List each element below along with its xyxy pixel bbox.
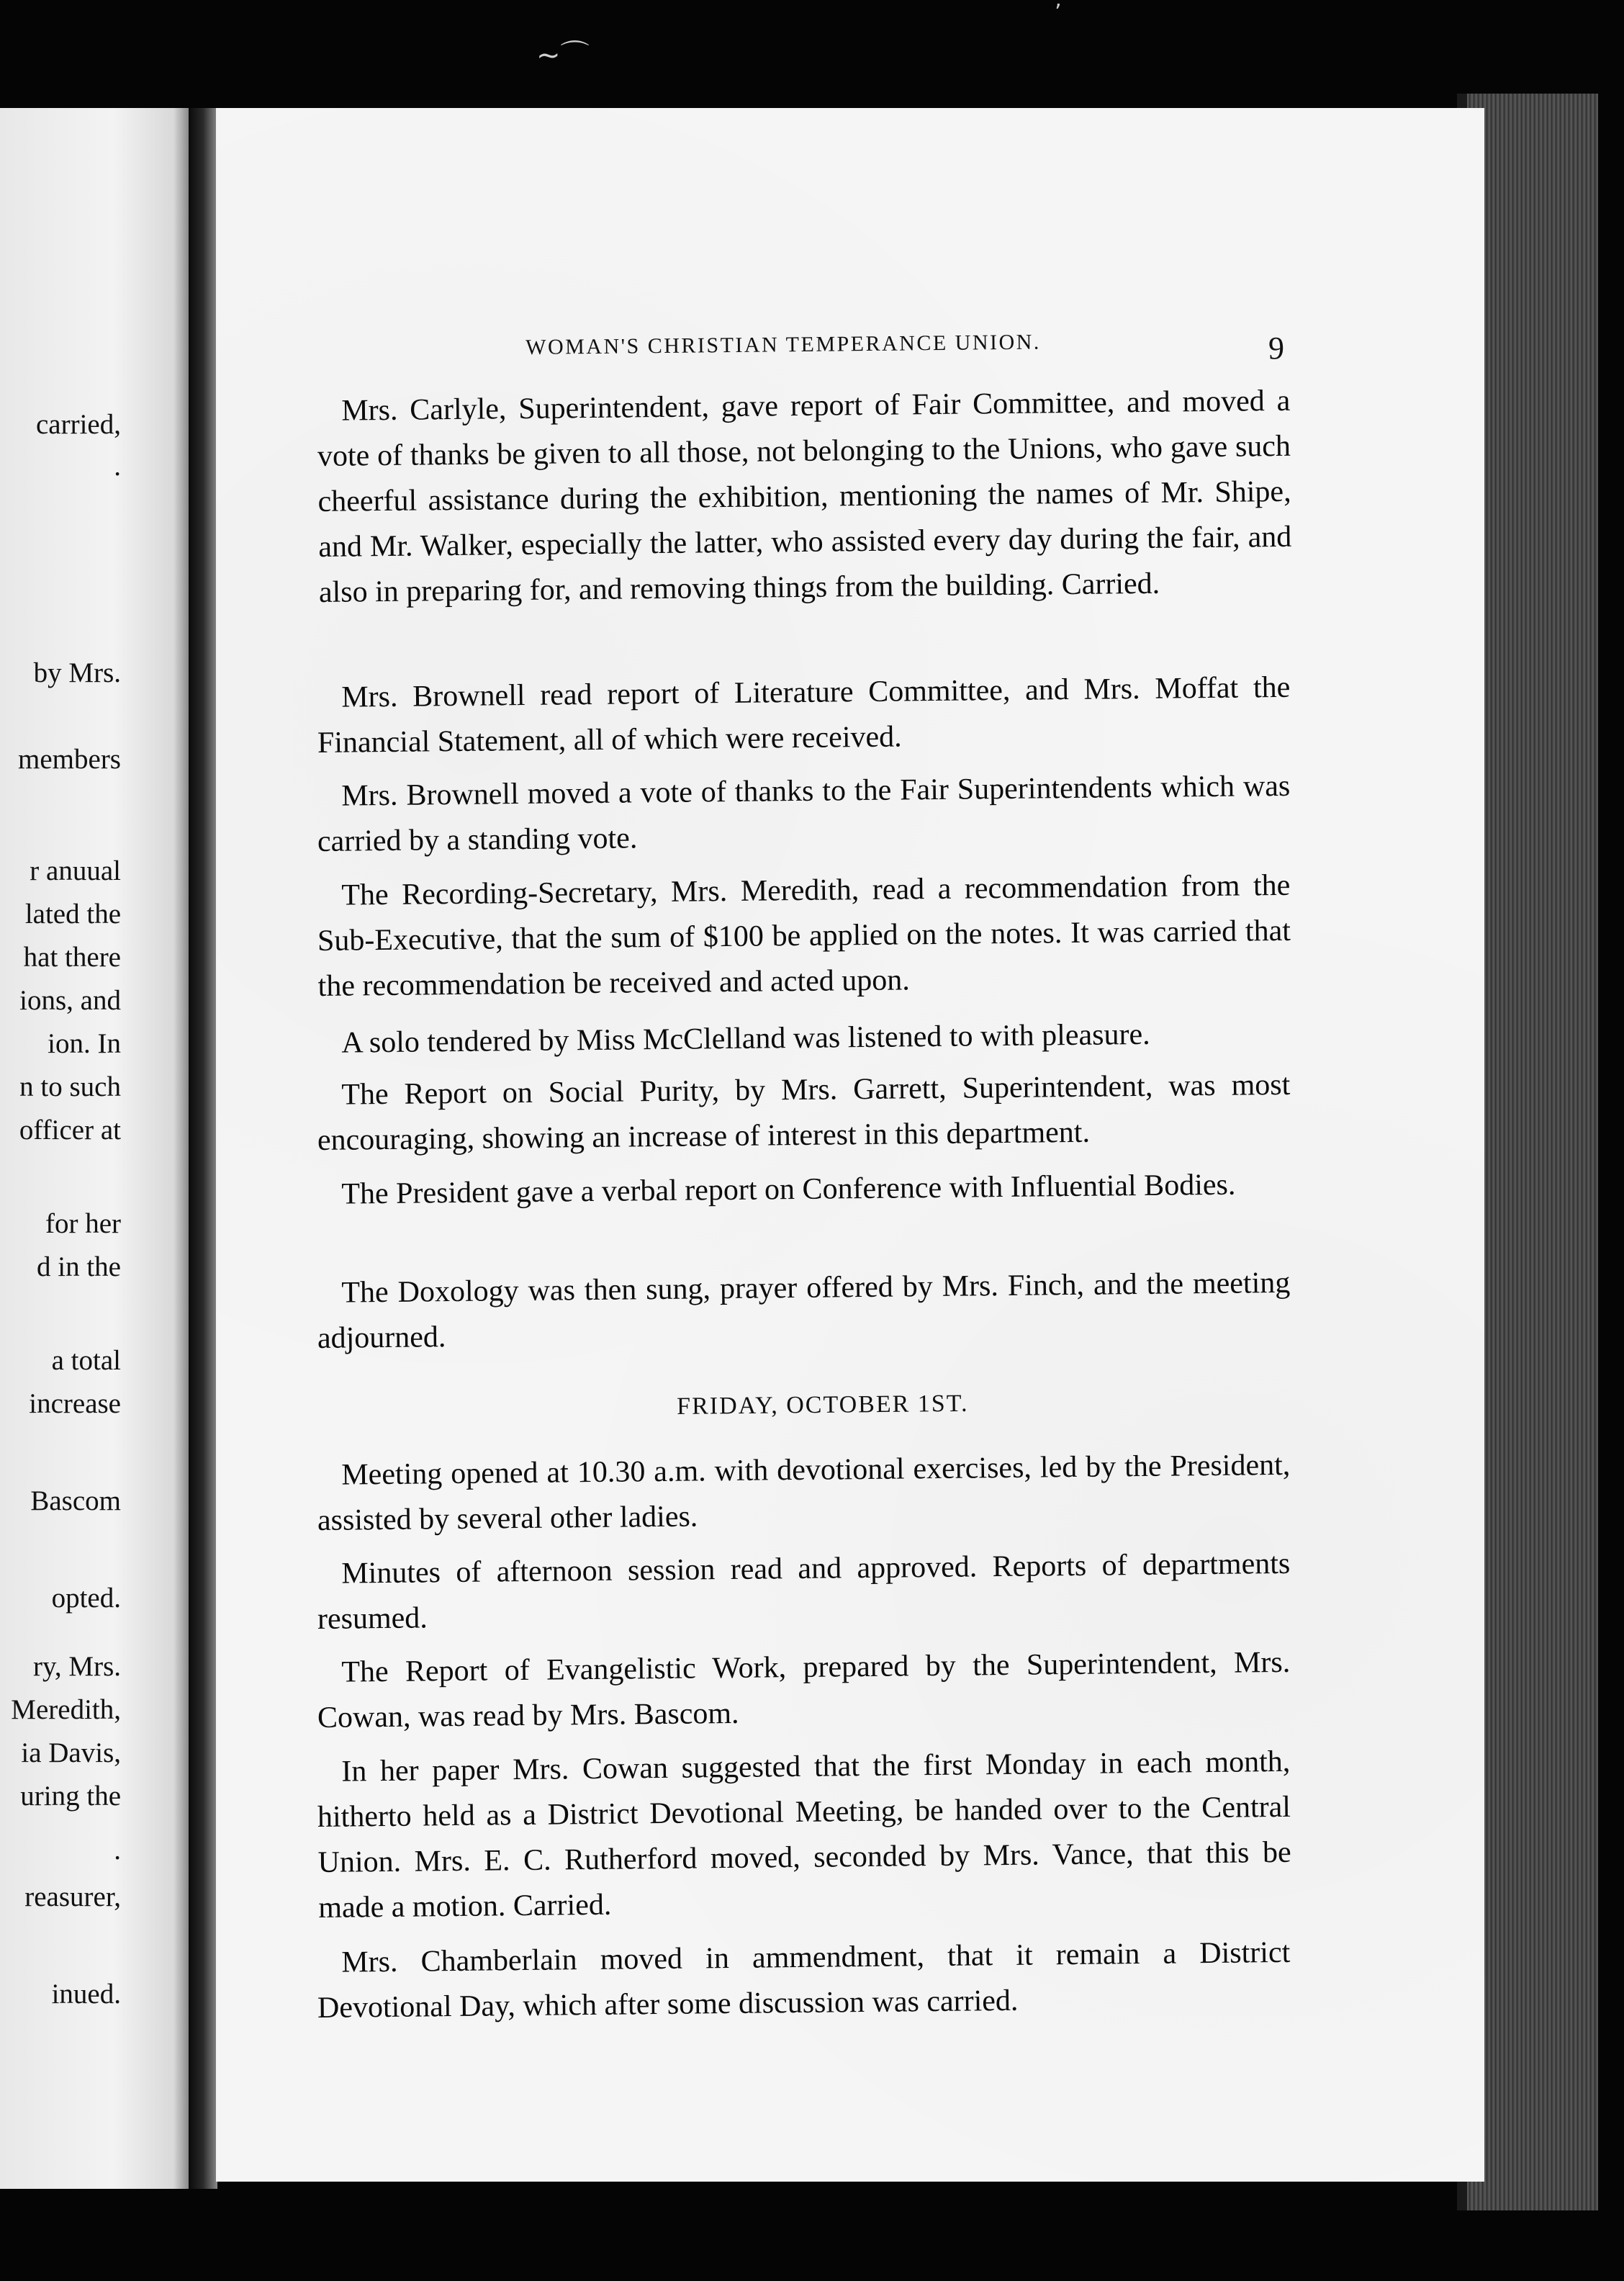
paragraph: Meeting opened at 10.30 a.m. with devotional exercises, led by the President, assisted by several other ladies. xyxy=(317,1448,1291,1537)
left-page-fragment: a total xyxy=(51,1345,121,1376)
book-gutter xyxy=(189,108,217,2189)
section-heading: FRIDAY, OCTOBER 1ST. xyxy=(677,1390,969,1420)
left-page-fragment: ia Davis, xyxy=(21,1737,121,1768)
left-page-fragment: officer at xyxy=(19,1115,121,1146)
scan-artifact-mark: ~⌒ xyxy=(536,39,590,72)
paragraph: Minutes of afternoon session read and approved. Reports of departments resumed. xyxy=(317,1547,1291,1636)
paragraph: Mrs. Carlyle, Superintendent, gave report of Fair Committee, and moved a vote of thanks be given to all those, not belonging to the Unions, who gave such cheerful assistance during the exhibition, mentioning the names of Mr. Shipe, and Mr. Walker, especially the latter, who assisted every day during the fair, and also in preparing for, and removing things from the building. Carried. xyxy=(317,384,1292,609)
left-page-fragment: members xyxy=(18,744,121,775)
left-page-fragment: ions, and xyxy=(19,985,121,1016)
left-page-fragment: opted. xyxy=(51,1583,121,1614)
left-page-fragment: reasurer, xyxy=(24,1881,121,1912)
running-head: WOMAN'S CHRISTIAN TEMPERANCE UNION. xyxy=(525,330,1042,359)
left-page-fragment: by Mrs. xyxy=(33,657,121,688)
page-number: 9 xyxy=(1268,330,1284,366)
left-page-fragment: inued. xyxy=(51,1979,121,2010)
paragraph: Mrs. Brownell read report of Literature Committee, and Mrs. Moffat the Financial Statement, all of which were received. xyxy=(317,670,1291,760)
left-page-fragment: d in the xyxy=(37,1251,121,1282)
left-page-fragment: n to such xyxy=(19,1071,121,1102)
left-page-fragment: lated the xyxy=(24,899,121,930)
paragraph: The President gave a verbal report on Conference with Influential Bodies. xyxy=(341,1168,1236,1211)
left-page-fragment: Bascom xyxy=(30,1485,121,1516)
left-page-fragment: ry, Mrs. xyxy=(32,1651,121,1682)
paragraph: Mrs. Chamberlain moved in ammendment, that it remain a District Devotional Day, which after some discussion was carried. xyxy=(317,1935,1291,2025)
left-page-fragment: uring the xyxy=(20,1781,121,1812)
paragraph: A solo tendered by Miss McClelland was listened to with pleasure. xyxy=(341,1017,1150,1060)
left-page-fragment: Meredith, xyxy=(11,1694,121,1725)
left-page-fragment: . xyxy=(114,451,121,482)
left-page-fragment: increase xyxy=(29,1388,121,1419)
paragraph: The Report of Evangelistic Work, prepared by the Superintendent, Mrs. Cowan, was read by Mrs. Bascom. xyxy=(317,1645,1291,1735)
left-page-fragment: . xyxy=(114,1835,121,1866)
left-page-fragment: carried, xyxy=(36,409,121,440)
paragraph: Mrs. Brownell moved a vote of thanks to the Fair Superintendents which was carried by a standing vote. xyxy=(317,769,1291,858)
left-page-fragment: for her xyxy=(45,1208,121,1239)
scan-artifact-dot: ʼ xyxy=(1055,0,1062,25)
paragraph: The Recording-Secretary, Mrs. Meredith, read a recommendation from the Sub-Executive, that the sum of $100 be applied on the notes. It was carried that the recommendation be received and acted upon. xyxy=(317,868,1291,1003)
paragraph: In her paper Mrs. Cowan suggested that the first Monday in each month, hitherto held as a District Devotional Meeting, be handed over to the Central Union. Mrs. E. C. Rutherford moved, seconded by Mrs. Vance, that this be made a motion. Carried. xyxy=(317,1745,1291,1925)
paragraph: The Report on Social Purity, by Mrs. Garrett, Superintendent, was most encouraging, showing an increase of interest in this department. xyxy=(317,1068,1291,1157)
paragraph: The Doxology was then sung, prayer offered by Mrs. Finch, and the meeting adjourned. xyxy=(317,1266,1291,1355)
left-page-fragment: hat there xyxy=(23,942,121,973)
left-page-fragment: r anuual xyxy=(30,855,121,886)
left-page-fragment: ion. In xyxy=(48,1028,121,1059)
left-facing-page xyxy=(0,108,189,2189)
